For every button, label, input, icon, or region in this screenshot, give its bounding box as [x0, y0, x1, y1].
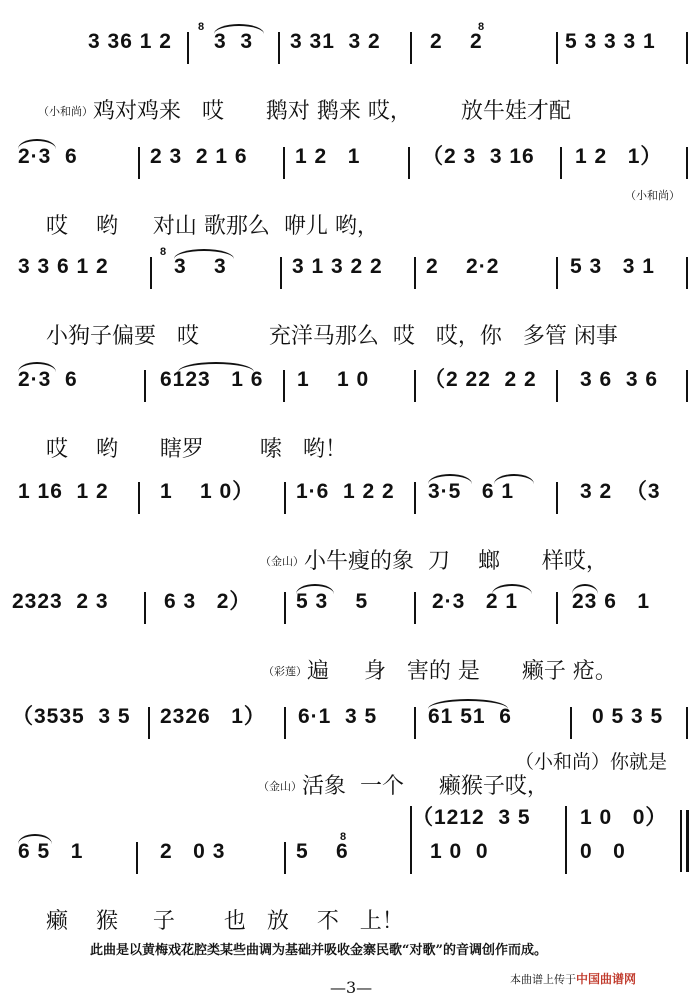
measure-2: 6123 1 6: [160, 368, 264, 391]
lyrics-line: [18, 295, 618, 379]
measure-1: 3 3 6 1 2: [18, 255, 109, 278]
measure-2: 2 3 2 1 6: [150, 145, 248, 168]
source-credit: [510, 970, 636, 987]
barline: [280, 257, 282, 289]
measure-1: （3535 3 5: [12, 705, 131, 728]
barline: [565, 806, 567, 874]
barline: [283, 147, 285, 179]
measure-2: 6 3 2）: [164, 590, 252, 613]
measure-3: 5 3 5: [296, 590, 369, 613]
measure-2: 3 3: [174, 255, 227, 278]
barline: [556, 370, 558, 402]
barline: [556, 257, 558, 289]
barline: [284, 592, 286, 624]
barline: [414, 592, 416, 624]
grace-note: 8: [198, 21, 205, 33]
upper-measure-2: 1 0 0）: [580, 806, 668, 829]
measure-5: 0 0: [580, 840, 626, 863]
barline: [556, 32, 558, 64]
measure-1: 2323 2 3: [12, 590, 109, 613]
barline: [686, 257, 688, 289]
role-label: （金山）: [257, 780, 302, 793]
measure-4: 2 2: [430, 30, 483, 53]
grace-note: 8: [160, 246, 167, 258]
measure-5: 0 5 3 5: [592, 705, 664, 728]
lyrics-text: 遍 身 害的 是 癞子 疮。: [306, 659, 617, 684]
barline: [144, 370, 146, 402]
measure-4: （2 22 2 2: [424, 368, 537, 391]
footnote: 此曲是以黄梅戏花腔类某些曲调为基础并吸收金寨民歌“对歌”的音调创作而成。: [90, 943, 547, 958]
staff-system-5: [0, 480, 700, 590]
grace-note: 8: [478, 21, 485, 33]
lyrics-line: [235, 630, 617, 714]
measure-3: 6·1 3 5: [298, 705, 378, 728]
measure-5: 1 2 1）: [575, 145, 663, 168]
barline: [138, 147, 140, 179]
barline: [144, 592, 146, 624]
measure-2: 1 1 0）: [160, 480, 255, 503]
measure-5: 3 6 3 6: [580, 368, 659, 391]
lyrics-text: 癞 猴 子 也 放 不 上！: [45, 909, 404, 934]
barline: [414, 370, 416, 402]
measure-3: 1 2 1: [295, 145, 361, 168]
barline: [283, 370, 285, 402]
barline: [410, 32, 412, 64]
measure-5: 5 3 3 3 1: [565, 30, 656, 53]
slur: [214, 24, 264, 34]
measure-1: 3 36 1 2: [88, 30, 172, 53]
measure-2: 2 0 3: [160, 840, 226, 863]
measure-5: 3 2 （3: [580, 480, 661, 503]
staff-system-1: [0, 21, 700, 140]
role-label: （小和尚）: [37, 105, 93, 118]
measure-1: 2·3 6: [18, 145, 78, 168]
final-barline-thin: [680, 810, 682, 872]
lyrics-text: 活象 一个 癞猴子哎，: [301, 774, 549, 799]
staff-system-6: [0, 590, 700, 700]
measure-4: 1 0 0: [430, 840, 489, 863]
measure-3: 3 31 3 2: [290, 30, 381, 53]
barline: [136, 842, 138, 874]
staff-system-3: [0, 246, 700, 365]
source-prefix: 本曲谱上传于: [510, 973, 576, 986]
barline: [410, 806, 412, 874]
staff-system-4: [0, 368, 700, 478]
barline: [148, 707, 150, 739]
role-label: （小和尚）: [625, 189, 680, 202]
measure-4: 61 51 6: [428, 705, 512, 728]
barline: [556, 482, 558, 514]
barline: [138, 482, 140, 514]
source-site[interactable]: 中国曲谱网: [576, 972, 637, 986]
barline: [414, 707, 416, 739]
measure-3: 1 1 0: [297, 368, 370, 391]
grace-note: 8: [340, 831, 347, 843]
measure-2: 3 3: [214, 30, 254, 53]
barline: [150, 257, 152, 289]
lyrics-text: 小狗子偏要 哎 充洋马那么 哎 哎，你 多管 闲事: [45, 324, 618, 349]
barline: [686, 32, 688, 64]
page-number: —3—: [330, 978, 373, 997]
lyrics-line: [10, 70, 571, 154]
barline: [284, 482, 286, 514]
lyrics-text: 小牛瘦的象 刀 螂 样哎，: [303, 549, 608, 574]
barline: [414, 482, 416, 514]
barline: [686, 370, 688, 402]
measure-1: 1 16 1 2: [18, 480, 109, 503]
lyrics-text: 鸡对鸡来 哎 鹅对 鹅来 哎， 放牛娃才配: [92, 99, 571, 124]
staff-system-7: [0, 705, 700, 815]
final-barline-thick: [686, 810, 689, 872]
barline: [284, 707, 286, 739]
upper-measure-1: （1212 3 5: [412, 806, 531, 829]
barline: [570, 707, 572, 739]
barline: [560, 147, 562, 179]
role-label: （小和尚）你就是: [515, 751, 668, 773]
measure-4: 2 2·2: [426, 255, 500, 278]
barline: [284, 842, 286, 874]
role-label: （彩莲）: [262, 665, 307, 678]
measure-2: 2326 1）: [160, 705, 266, 728]
staff-system-2: [0, 145, 700, 255]
barline: [278, 32, 280, 64]
measure-1: 6 5 1: [18, 840, 84, 863]
measure-3: 5 6: [296, 840, 349, 863]
measure-1: 2·3 6: [18, 368, 78, 391]
measure-3: 3 1 3 2 2: [292, 255, 383, 278]
barline: [187, 32, 189, 64]
slur: [18, 834, 52, 844]
measure-5: 23 6 1: [572, 590, 651, 613]
lyrics-text: 哎 哟 对山 歌那么 咿儿 哟，: [45, 214, 379, 239]
measure-5: 5 3 3 1: [570, 255, 655, 278]
barline: [408, 147, 410, 179]
measure-3: 1·6 1 2 2: [296, 480, 395, 503]
barline: [556, 592, 558, 624]
measure-4: 2·3 2 1: [432, 590, 519, 613]
role-label: （金山）: [259, 555, 304, 568]
barline: [686, 707, 688, 739]
lyrics-text: 哎 哟 瞎罗 嗦 哟！: [45, 437, 347, 462]
barline: [686, 147, 688, 179]
measure-4: 3·5 6 1: [428, 480, 515, 503]
measure-4: （2 3 3 16: [422, 145, 535, 168]
barline: [414, 257, 416, 289]
